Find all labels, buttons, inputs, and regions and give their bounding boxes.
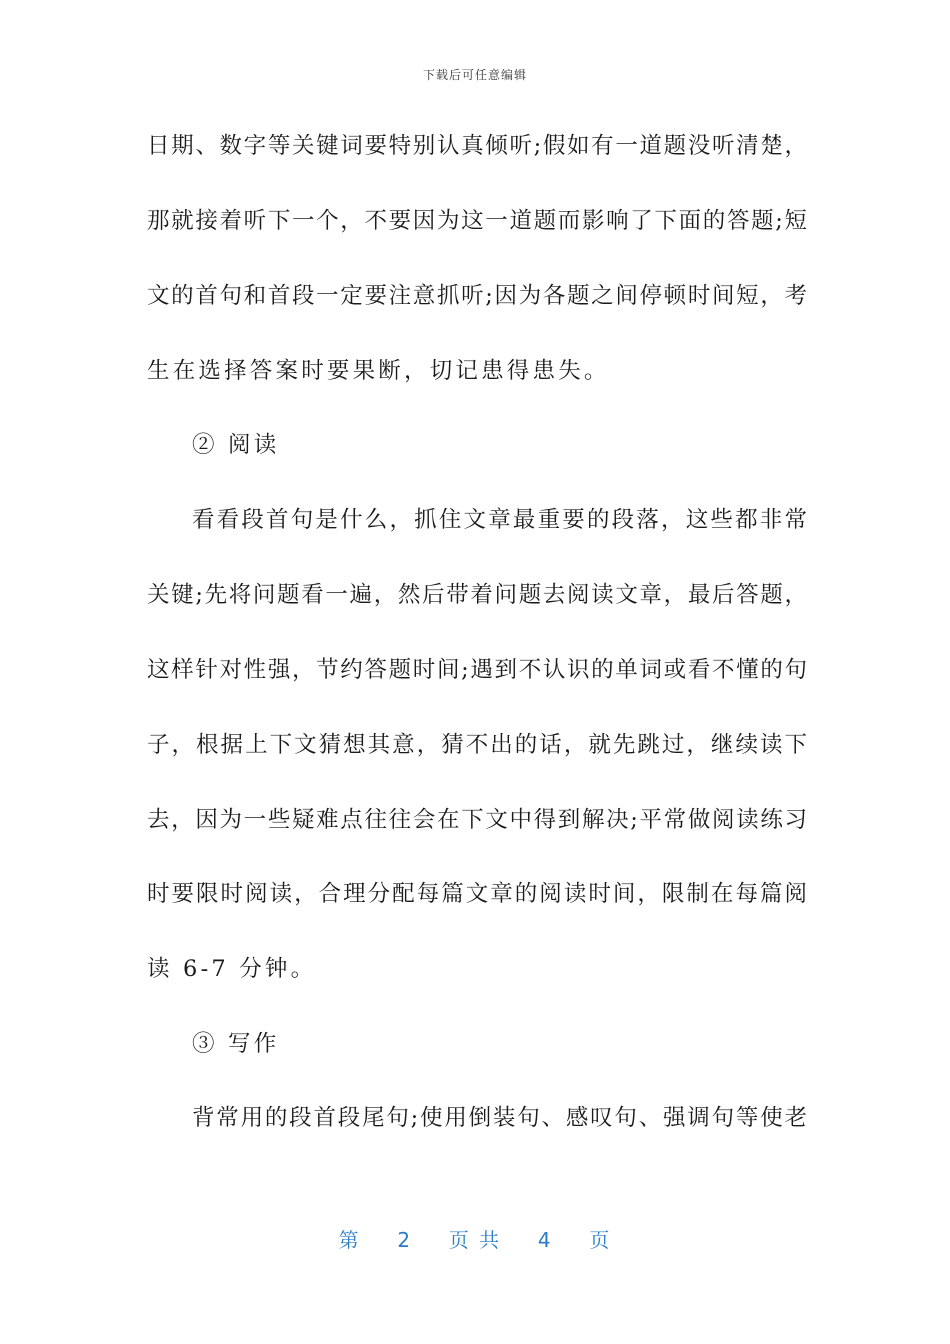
section-heading-reading: ② 阅读 (192, 432, 280, 458)
body-line-2: 那就接着听下一个，不要因为这一道题而影响了下面的答题;短 (147, 208, 807, 234)
body-line-7: 关键;先将问题看一遍，然后带着问题去阅读文章，最后答题， (147, 582, 807, 608)
footer-middle: 页 共 (448, 1228, 502, 1252)
footer-total-pages: 4 (537, 1228, 553, 1252)
body-line-12: 读 6-7 分钟。 (147, 956, 317, 982)
body-line-11: 时要限时阅读，合理分配每篇文章的阅读时间，限制在每篇阅 (147, 881, 807, 907)
body-line-10: 去，因为一些疑难点往往会在下文中得到解决;平常做阅读练习 (147, 807, 807, 833)
body-line-3: 文的首句和首段一定要注意抓听;因为各题之间停顿时间短，考 (147, 283, 807, 309)
body-line-6: 看看段首句是什么，抓住文章最重要的段落，这些都非常 (192, 507, 807, 533)
page-footer (0, 1224, 950, 1253)
body-line-14: 背常用的段首段尾句;使用倒装句、感叹句、强调句等使老 (192, 1105, 807, 1131)
footer-suffix: 页 (589, 1228, 612, 1252)
body-line-8: 这样针对性强，节约答题时间;遇到不认识的单词或看不懂的句 (147, 657, 807, 683)
body-line-1: 日期、数字等关键词要特别认真倾听;假如有一道题没听清楚， (147, 133, 807, 159)
body-line-9: 子，根据上下文猜想其意，猜不出的话，就先跳过，继续读下 (147, 732, 807, 758)
footer-current-page: 2 (397, 1228, 413, 1252)
footer-prefix: 第 (338, 1228, 361, 1252)
body-line-4: 生在选择答案时要果断，切记患得患失。 (147, 358, 610, 384)
section-heading-writing: ③ 写作 (192, 1031, 280, 1057)
page-header: 下载后可任意编辑 (422, 68, 527, 82)
